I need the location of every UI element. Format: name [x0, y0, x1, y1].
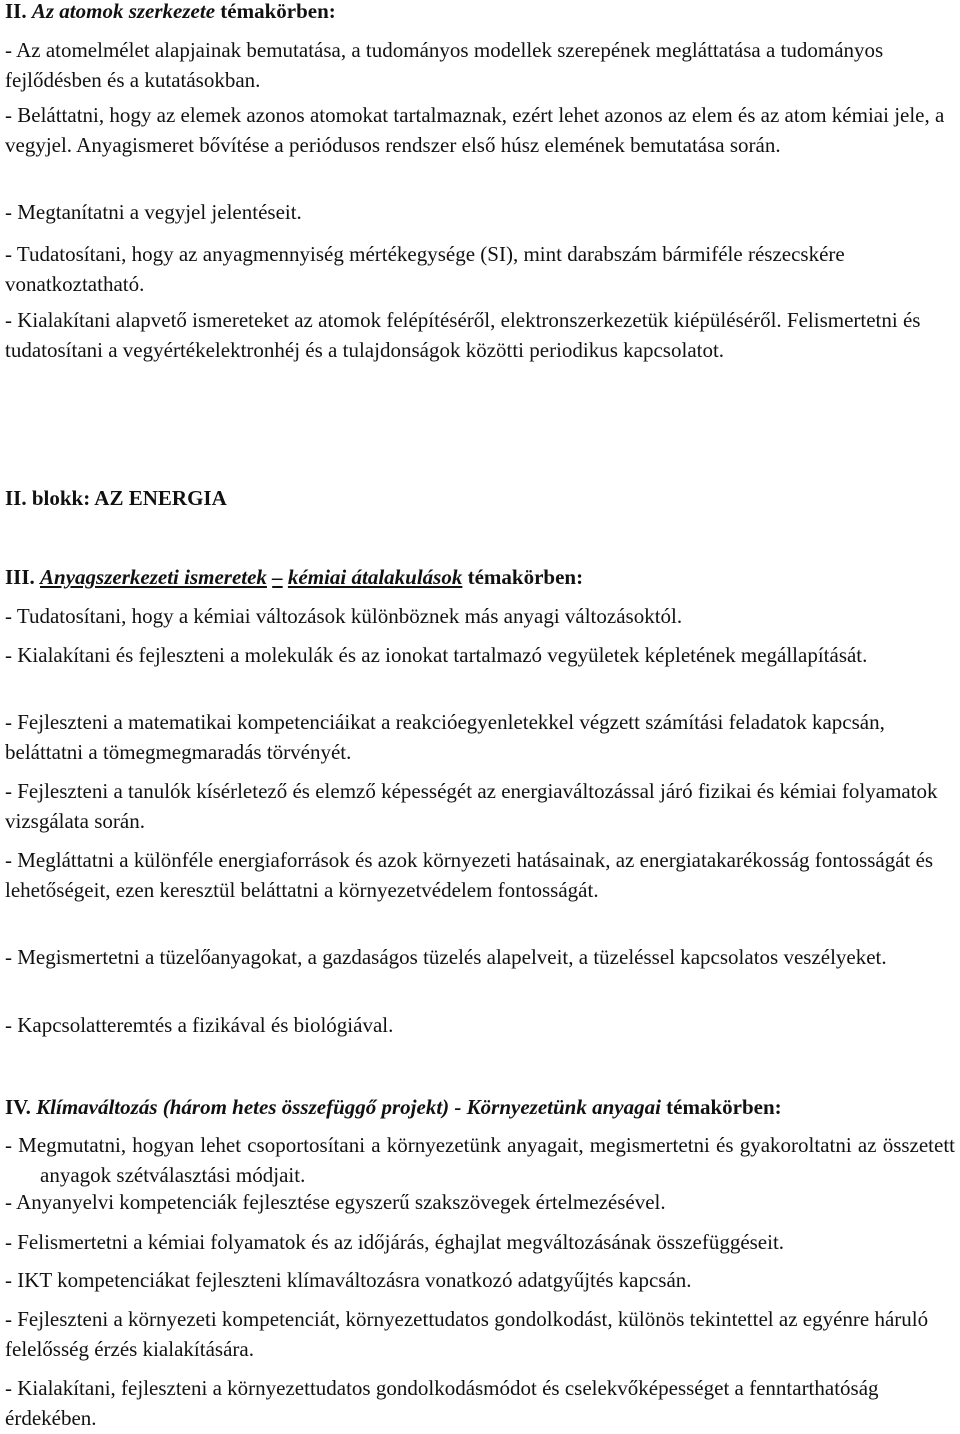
section-3-roman: III. — [5, 565, 35, 589]
section-4-item: - Megmutatni, hogyan lehet csoportosítani a környezetünk anyagait, megismertetni és gyakoroltatni az összetett anyagok szétválasztási módjait. — [5, 1133, 955, 1187]
section-3-item: - Fejleszteni a matematikai kompetenciáikat a reakcióegyenletekkel végzett számítási feladatok kapcsán, beláttatni a tömegmegmaradás törvényét. — [5, 710, 885, 764]
section-4-suffix: témakörben: — [666, 1095, 782, 1119]
section-3-suffix: témakörben: — [467, 565, 584, 589]
section-3-heading — [5, 563, 955, 593]
section-4-item: - Felismertetni a kémiai folyamatok és az időjárás, éghajlat megváltozásának összefüggéseit. — [5, 1230, 785, 1254]
section-4-item: - IKT kompetenciákat fejleszteni klímaváltozásra vonatkozó adatgyűjtés kapcsán. — [5, 1268, 692, 1292]
section-4-roman: IV. — [5, 1095, 31, 1119]
section-3-dash: – — [272, 565, 283, 589]
section-2-item: - Tudatosítani, hogy az anyagmennyiség mértékegysége (SI), mint darabszám bármiféle részecskére vonatkoztatható. — [5, 242, 845, 296]
section-4-heading — [5, 1093, 955, 1123]
section-2-item: - Megtanítatni a vegyjel jelentéseit. — [5, 200, 302, 224]
section-2-item: - Beláttatni, hogy az elemek azonos atomokat tartalmaznak, ezért lehet azonos az elem és az atom kémiai jele, a vegyjel. Anyagismeret bővítése a periódusos rendszer első húsz elemének bemutatása során. — [5, 103, 945, 157]
section-3-item: - Fejleszteni a tanulók kísérletező és elemző képességét az energiaváltozással járó fizikai és kémiai folyamatok vizsgálata során. — [5, 779, 938, 833]
section-3-topic-b: kémiai átalakulások — [287, 565, 463, 589]
section-3-item: - Megismertetni a tüzelőanyagokat, a gazdaságos tüzelés alapelveit, a tüzeléssel kapcsolatos veszélyeket. — [5, 945, 887, 969]
section-2-roman: II. — [5, 0, 27, 23]
block-2-title: II. blokk: AZ ENERGIA — [5, 486, 227, 510]
section-3-topic-a: Anyagszerkezeti ismeretek — [40, 565, 267, 589]
section-3-item: - Tudatosítani, hogy a kémiai változások különböznek más anyagi változásoktól. — [5, 604, 683, 628]
section-4-item: - Anyanyelvi kompetenciák fejlesztése egyszerű szakszövegek értelmezésével. — [5, 1190, 666, 1214]
section-4-item: - Kialakítani, fejleszteni a környezettudatos gondolkodásmódot és cselekvőképességet a fenntarthatóság érdekében. — [5, 1376, 879, 1430]
section-2-heading — [5, 0, 955, 27]
section-4-item: - Fejleszteni a környezeti kompetenciát, környezettudatos gondolkodást, különös tekintettel az egyénre háruló felelősség érzés kialakítására. — [5, 1307, 929, 1361]
section-2-topic: Az atomok szerkezete — [31, 0, 216, 23]
section-4-topic: Klímaváltozás (három hetes összefüggő projekt) - Környezetünk anyagai — [36, 1095, 661, 1119]
section-2-item: - Kialakítani alapvető ismereteket az atomok felépítéséről, elektronszerkezetük kiépüléséről. Felismertetni és tudatosítani a vegyértékelektronhéj és a tulajdonságok közötti periodikus kapcsolatot. — [5, 308, 921, 362]
section-2-suffix: témakörben: — [220, 0, 336, 23]
section-2-item: - Az atomelmélet alapjainak bemutatása, a tudományos modellek szerepének megláttatása a tudományos fejlődésben és a kutatásokban. — [5, 38, 884, 92]
section-3-item: - Megláttatni a különféle energiaforrások és azok környezeti hatásainak, az energiatakarékosság fontosságát és lehetőségeit, ezen keresztül beláttatni a környezetvédelem fontosságát. — [5, 848, 934, 902]
section-3-item: - Kapcsolatteremtés a fizikával és biológiával. — [5, 1013, 394, 1037]
section-3-item: - Kialakítani és fejleszteni a molekulák és az ionokat tartalmazó vegyületek képletének megállapítását. — [5, 643, 868, 667]
